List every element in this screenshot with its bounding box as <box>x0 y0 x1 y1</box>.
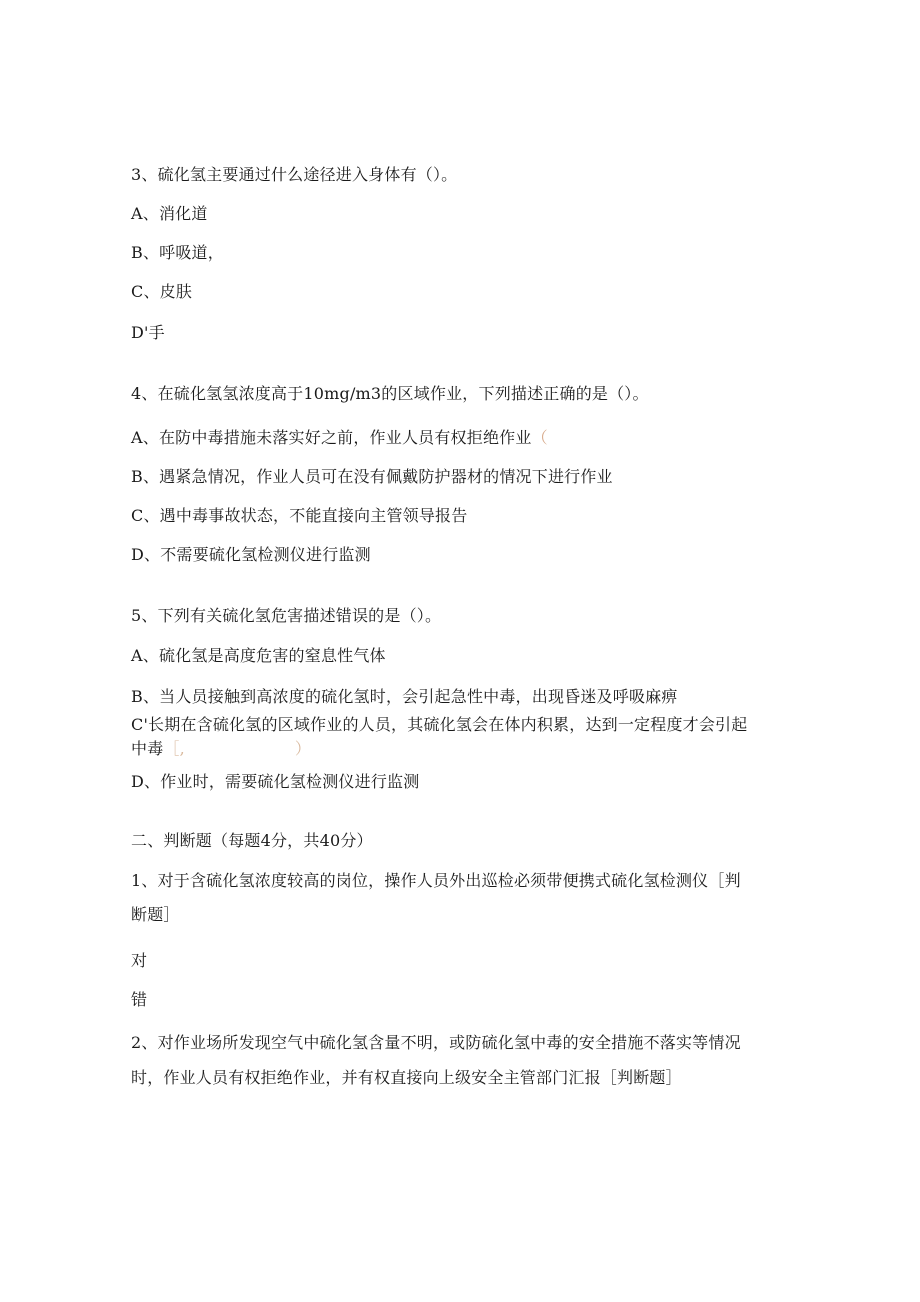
question-3-option-c: C、皮肤 <box>131 282 193 301</box>
question-3-option-b: B、呼吸道， <box>131 243 224 262</box>
question-4-option-d: D、不需要硫化氢检测仪进行监测 <box>131 545 371 564</box>
question-4-option-a: A、在防中毒措施未落实好之前，作业人员有权拒绝作业 <box>131 428 532 447</box>
question-4-option-a-row <box>131 427 548 449</box>
question-4-option-c: C、遇中毒事故状态，不能直接向主管领导报告 <box>131 506 468 525</box>
question-3-stem: 3、硫化氢主要通过什么途径进入身体有（）。 <box>131 165 458 184</box>
question-5-option-c-mark-open: ［, <box>163 739 185 758</box>
question-4-option-a-mark: （ <box>531 428 548 447</box>
question-4-stem: 4、在硫化氢氢浓度高于10mg/m3的区域作业，下列描述正确的是（）。 <box>131 384 649 403</box>
question-5-option-b: B、当人员接触到高浓度的硫化氢时，会引起急性中毒，出现昏迷及呼吸麻痹 <box>131 687 678 706</box>
question-5-option-a: A、硫化氢是高度危害的窒息性气体 <box>131 646 386 665</box>
question-5-stem: 5、下列有关硫化氢危害描述错误的是（）。 <box>131 606 442 625</box>
judgement-2-line-1: 2、对作业场所发现空气中硫化氢含量不明，或防硫化氢中毒的安全措施不落实等情况 <box>131 1033 741 1052</box>
question-5-option-d: D、作业时，需要硫化氢检测仪进行监测 <box>131 772 420 791</box>
question-5-option-c-cont: 中毒 <box>131 739 164 758</box>
judgement-1-line-2: 断题］ <box>131 905 180 924</box>
question-5-option-c: C'长期在含硫化氢的区域作业的人员，其硫化氢会在体内积累，达到一定程度才会引起 <box>131 715 748 734</box>
section-2-heading: 二、判断题（每题4分，共40分） <box>131 831 373 850</box>
question-3-option-a: A、消化道 <box>131 204 208 223</box>
question-4-option-b: B、遇紧急情况，作业人员可在没有佩戴防护器材的情况下进行作业 <box>131 467 613 486</box>
judgement-1-choice-false: 错 <box>131 990 148 1009</box>
question-3-option-d: D'手 <box>131 323 165 342</box>
judgement-1-choice-true: 对 <box>131 951 148 970</box>
judgement-2-line-2: 时，作业人员有权拒绝作业，并有权直接向上级安全主管部门汇报［判断题］ <box>131 1068 682 1087</box>
question-5-option-c-mark-close: ） <box>294 739 312 758</box>
judgement-1-line-1: 1、对于含硫化氢浓度较高的岗位，操作人员外出巡检必须带便携式硫化氢检测仪［判 <box>131 871 741 890</box>
question-5-option-c-cont-row <box>131 738 311 760</box>
